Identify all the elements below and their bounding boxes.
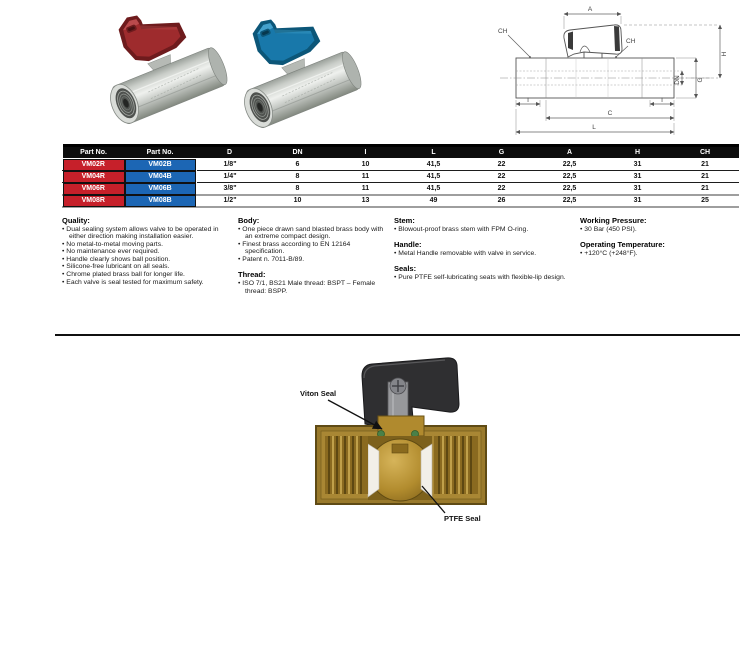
section-title-handle: Handle: <box>394 240 422 250</box>
part-no-blue-cell: VM02B <box>125 159 196 171</box>
table-row <box>63 159 739 171</box>
dimensions-table <box>62 144 739 208</box>
table-row <box>63 195 739 207</box>
column-header: H <box>604 146 672 159</box>
spec-bullet: • No metal-to-metal moving parts. <box>62 241 228 249</box>
dimension-cell: 31 <box>604 159 672 171</box>
dim-label-l: L <box>592 124 596 131</box>
section-handle <box>394 241 570 257</box>
spec-bullet: • Patent n. 7011-B/89. <box>238 256 384 264</box>
dimension-cell: 13 <box>332 195 400 207</box>
part-no-blue-cell: VM06B <box>125 183 196 195</box>
dim-label-a: A <box>587 6 593 13</box>
dimension-cell: 41,5 <box>400 159 468 171</box>
dimension-cell: 10 <box>264 195 332 207</box>
spec-bullet: • ISO 7/1, BS21 Male thread: BSPT – Female thread: BSPP. <box>238 280 384 295</box>
section-quality <box>62 217 228 286</box>
dimension-cell: 21 <box>672 171 739 183</box>
spec-bullet: • +120°C (+248°F). <box>580 250 740 258</box>
dimension-cell: 22,5 <box>536 171 604 183</box>
dimension-cell: 22,5 <box>536 159 604 171</box>
diagram-valve-handle <box>564 25 622 58</box>
spec-bullet: • Pure PTFE self-lubricating seats with flexible-lip design. <box>394 274 570 282</box>
dimension-cell: 8 <box>264 183 332 195</box>
ptfe-seal-label: PTFE Seal <box>444 514 481 523</box>
dimension-cell: 21 <box>672 159 739 171</box>
spec-bullet: • Dual sealing system allows valve to be operated in either direction making installation easier. <box>62 226 228 241</box>
section-working-pressure <box>580 217 740 233</box>
dimension-cell: 22 <box>468 183 536 195</box>
spec-sections <box>62 217 740 295</box>
dimension-cell: 31 <box>604 195 672 207</box>
section-title-seals: Seals: <box>394 264 417 274</box>
dim-label-i-left: I <box>527 97 529 104</box>
section-title-working-pressure: Working Pressure: <box>580 216 647 225</box>
dimension-cell: 41,5 <box>400 183 468 195</box>
column-header: Part No. <box>125 146 196 159</box>
dimension-cell: 49 <box>400 195 468 207</box>
dimension-cell: 31 <box>604 171 672 183</box>
dim-label-g: G <box>697 77 704 83</box>
column-header: G <box>468 146 536 159</box>
dimension-cell: 22,5 <box>536 195 604 207</box>
table-row <box>63 183 739 195</box>
dim-label-c: C <box>607 110 613 117</box>
dimension-cell: 10 <box>332 159 400 171</box>
dimension-cell: 3/8" <box>196 183 264 195</box>
dim-label-i-right: I <box>661 97 663 104</box>
part-no-blue-cell: VM08B <box>125 195 196 207</box>
section-stem <box>394 217 570 233</box>
cutaway-body <box>316 416 486 504</box>
column-header: DN <box>264 146 332 159</box>
part-no-red-cell: VM02R <box>63 159 125 171</box>
section-title-stem: Stem: <box>394 216 415 225</box>
red-valve-photo <box>106 2 238 140</box>
cutaway-diagram <box>298 356 505 528</box>
dimension-cell: 26 <box>468 195 536 207</box>
dimension-cell: 41,5 <box>400 171 468 183</box>
spec-bullet: • Blowout-proof brass stem with FPM O-ring. <box>394 226 570 234</box>
section-body <box>238 217 384 263</box>
dimension-cell: 22,5 <box>536 183 604 195</box>
column-header: I <box>332 146 400 159</box>
dim-label-dn: DN <box>674 75 681 85</box>
horizontal-divider <box>55 334 740 336</box>
spec-bullet: • 30 Bar (450 PSI). <box>580 226 740 234</box>
spec-bullet: • Chrome plated brass ball for longer life. <box>62 271 228 279</box>
spec-bullet: • Handle clearly shows ball position. <box>62 256 228 264</box>
dimension-diagram <box>488 0 740 142</box>
part-no-red-cell: VM06R <box>63 183 125 195</box>
dimension-cell: 1/2" <box>196 195 264 207</box>
dimension-cell: 11 <box>332 183 400 195</box>
section-title-quality: Quality: <box>62 216 90 225</box>
part-no-red-cell: VM08R <box>63 195 125 207</box>
part-no-blue-cell: VM04B <box>125 171 196 183</box>
section-operating-temperature <box>580 241 740 257</box>
dimension-cell: 6 <box>264 159 332 171</box>
viton-seal-label: Viton Seal <box>300 389 337 398</box>
dimension-cell: 22 <box>468 171 536 183</box>
dim-label-ch-left: CH <box>498 28 508 35</box>
section-thread <box>238 271 384 295</box>
dimension-cell: 31 <box>604 183 672 195</box>
spec-bullet: • Silicone-free lubricant on all seals. <box>62 263 228 271</box>
dimension-cell: 1/4" <box>196 171 264 183</box>
column-header: L <box>400 146 468 159</box>
spec-bullet: • One piece drawn sand blasted brass body with an extreme compact design. <box>238 226 384 241</box>
column-header: Part No. <box>63 146 125 159</box>
dim-label-ch-right: CH <box>626 38 636 45</box>
section-title-body: Body: <box>238 216 260 225</box>
dimension-cell: 22 <box>468 159 536 171</box>
dim-label-h: H <box>721 51 728 57</box>
ptfe-seat-left <box>368 444 379 497</box>
spec-bullet: • Each valve is seal tested for maximum safety. <box>62 279 228 287</box>
dimension-cell: 21 <box>672 183 739 195</box>
part-no-red-cell: VM04R <box>63 171 125 183</box>
cutaway-threads-left <box>325 436 368 494</box>
spec-bullet: • Finest brass according to EN 12164 specification. <box>238 241 384 256</box>
dimension-cell: 11 <box>332 171 400 183</box>
table-row <box>63 171 739 183</box>
column-header: A <box>536 146 604 159</box>
cutaway-threads-right <box>434 436 478 494</box>
table-header-row <box>63 146 739 159</box>
column-header: D <box>196 146 264 159</box>
dimension-cell: 25 <box>672 195 739 207</box>
section-seals <box>394 265 570 281</box>
column-header: CH <box>672 146 739 159</box>
section-title-thread: Thread: <box>238 270 266 280</box>
section-title-operating-temperature: Operating Temperature: <box>580 240 665 250</box>
dimension-cell: 8 <box>264 171 332 183</box>
spec-bullet: • Metal Handle removable with valve in service. <box>394 250 570 258</box>
ptfe-seat-right <box>421 444 432 497</box>
dimension-cell: 1/8" <box>196 159 264 171</box>
blue-valve-photo <box>240 6 372 144</box>
spec-bullet: • No maintenance ever required. <box>62 248 228 256</box>
